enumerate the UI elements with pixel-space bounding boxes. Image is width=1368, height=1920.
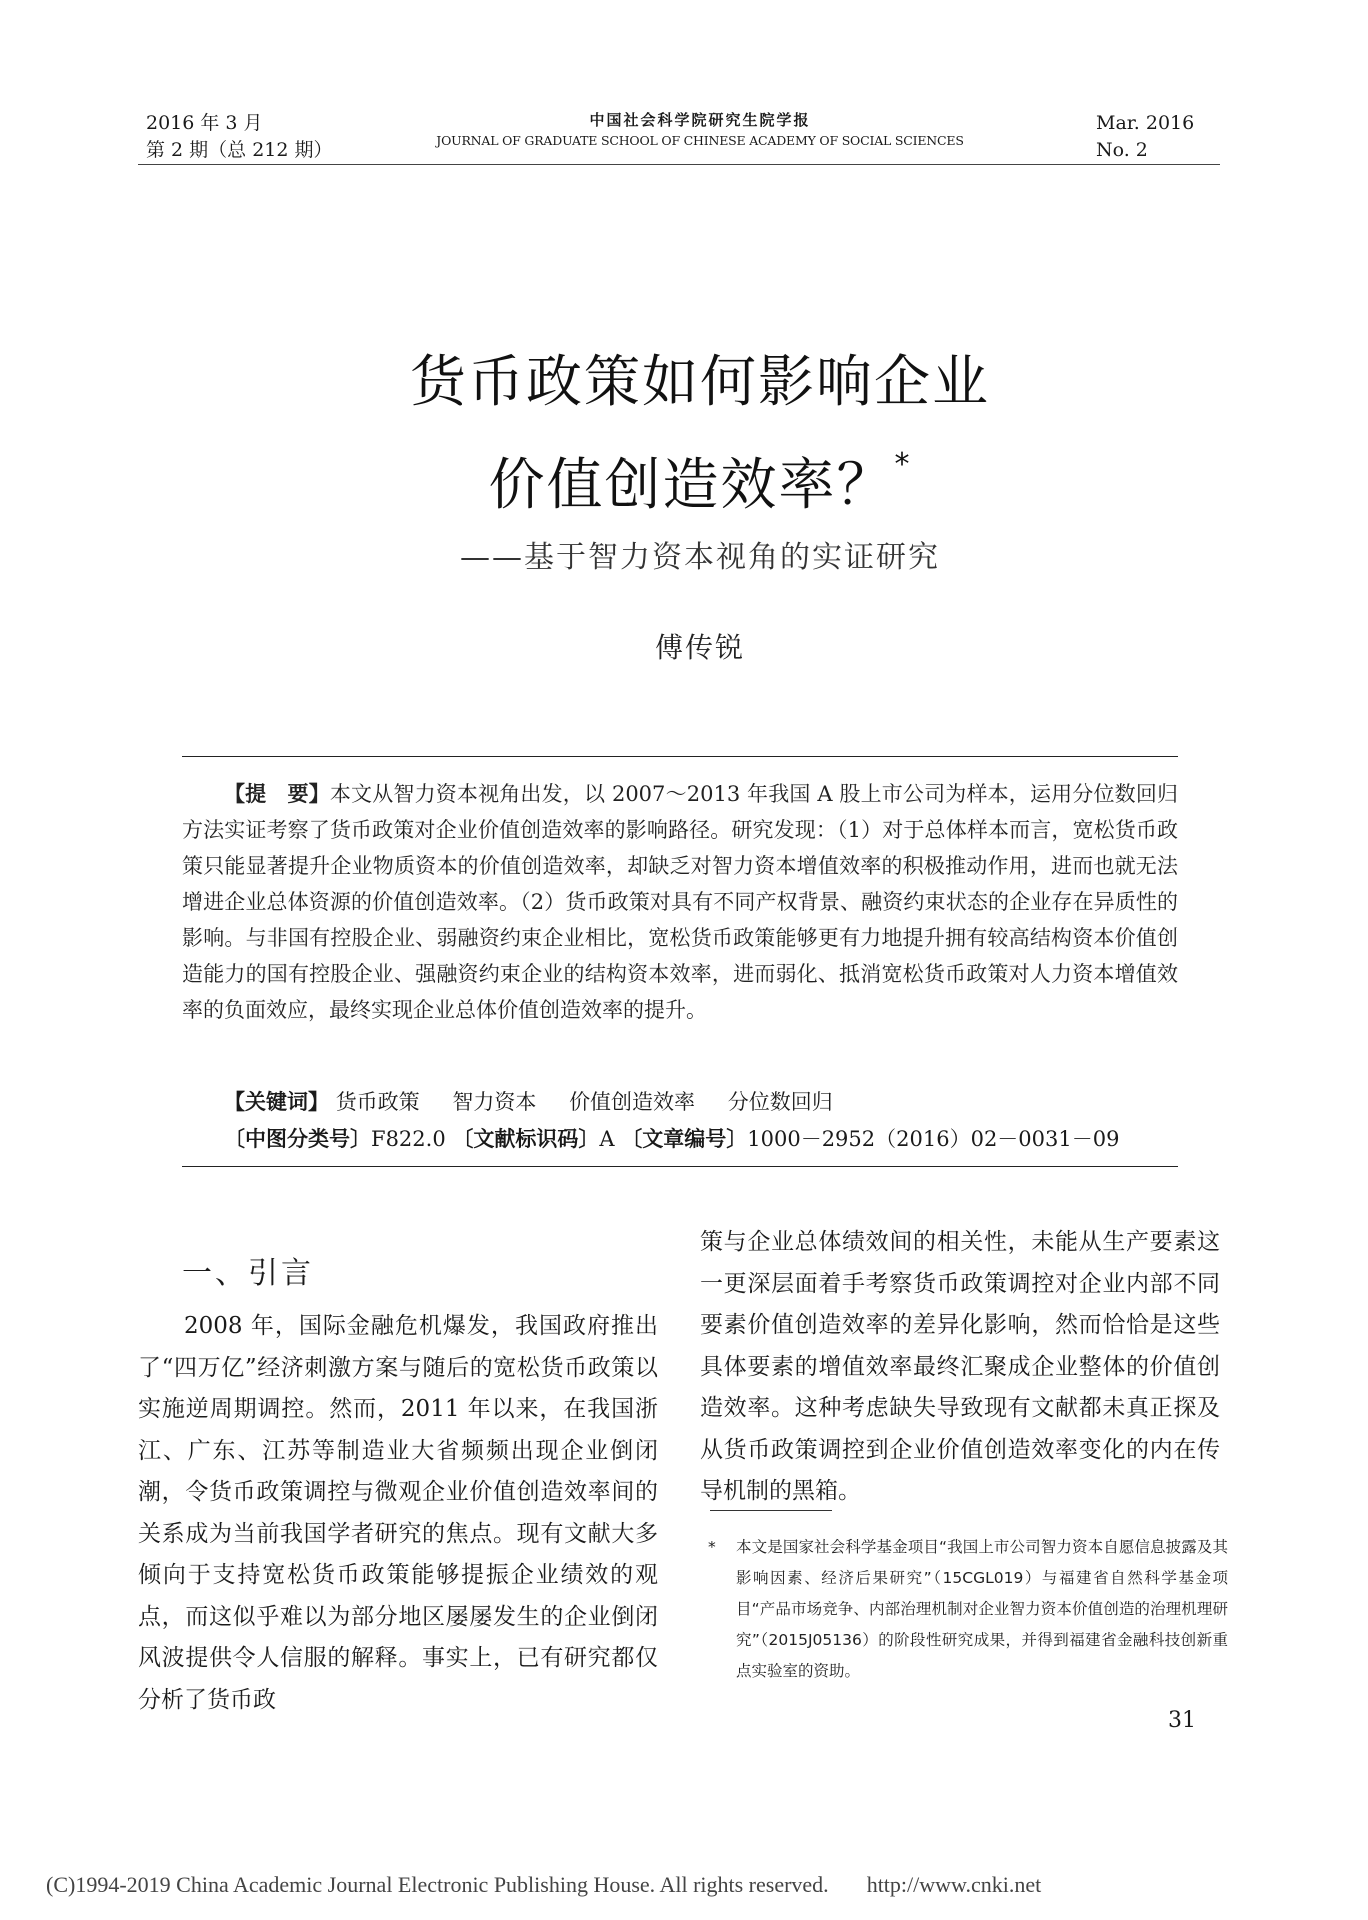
footnote-mark: *	[708, 1538, 716, 1556]
body-left-column	[138, 1306, 658, 1721]
keyword-term: 货币政策	[335, 1090, 420, 1114]
issue-number-en: No. 2	[1096, 139, 1148, 161]
abstract-text: 本文从智力资本视角出发，以 2007～2013 年我国 A 股上市公司为样本，运用分位数回归方法实证考察了货币政策对企业价值创造效率的影响路径。研究发现：（1）对于总体样本而言，宽松货币政策只能显著提升企业物质资本的价值创造效率，却缺乏对智力资本增值效率的积极推动作用，进而也就无法增进企业总体资源的价值创造效率。（2）货币政策对具有不同产权背景、融资约束状态的企业存在异质性的影响。与非国有控股企业、弱融资约束企业相比，宽松货币政策能够更有力地提升拥有较高结构资本价值创造能力的国有控股企业、强融资约束企业的结构资本效率，进而弱化、抵消宽松货币政策对人力资本增值效率的负面效应，最终实现企业总体价值创造效率的提升。	[182, 782, 1178, 1022]
journal-name-block	[380, 110, 1020, 152]
abstract	[182, 776, 1178, 1028]
footnote	[708, 1532, 1228, 1687]
abstract-top-rule	[182, 756, 1178, 757]
abstract-bottom-rule	[182, 1166, 1178, 1167]
section-heading: 一、引言	[182, 1256, 314, 1291]
journal-name-cn: 中国社会科学院研究生院学报	[589, 111, 811, 129]
classification-line	[224, 1121, 1119, 1157]
article-author: 傅传锐	[654, 631, 745, 664]
clc-label: 〔中图分类号〕	[224, 1127, 371, 1151]
doc-code-label: 〔文献标识码〕	[452, 1127, 600, 1151]
body-paragraph-continued: 策与企业总体绩效间的相关性，未能从生产要素这一更深层面着手考察货币政策调控对企业内部不同要素价值创造效率的差异化影响，然而恰恰是这些具体要素的增值效率最终汇聚成企业整体的价值创造效率。这种考虑缺失导致现有文献都未真正探及从货币政策调控到企业价值创造效率变化的内在传导机制的黑箱。	[700, 1229, 1220, 1504]
article-title-line1: 货币政策如何影响企业	[410, 350, 990, 415]
footnote-divider	[710, 1510, 832, 1511]
issue-date-block	[146, 110, 333, 164]
doc-code-value: A	[599, 1127, 615, 1151]
copyright-text: (C)1994-2019 China Academic Journal Electronic Publishing House. All rights reserved.	[46, 1872, 829, 1897]
issue-date: 2016 年 3 月	[146, 112, 263, 134]
article-title-line2	[200, 424, 1200, 527]
copyright-footer	[46, 1872, 1041, 1898]
keywords-label: 【关键词】	[224, 1090, 329, 1114]
header-divider	[138, 164, 1220, 165]
body-paragraph: 2008 年，国际金融危机爆发，我国政府推出了“四万亿”经济刺激方案与随后的宽松货币政策以实施逆周期调控。然而，2011 年以来，在我国浙江、广东、江苏等制造业大省频频出现企业倒闭潮，令货币政策调控与微观企业价值创造效率间的关系成为当前我国学者研究的焦点。现有文献大多倾向于支持宽松货币政策能够提振企业绩效的观点，而这似乎难以为部分地区屡屡发生的企业倒闭风波提供令人信服的解释。事实上，已有研究都仅分析了货币政	[138, 1313, 658, 1713]
footer-url[interactable]: http://www.cnki.net	[866, 1872, 1042, 1897]
keywords	[224, 1084, 859, 1120]
issue-date-en-block	[1096, 110, 1206, 164]
keyword-term: 智力资本	[452, 1090, 537, 1114]
body-right-column	[700, 1222, 1220, 1513]
abstract-label: 【提 要】	[224, 782, 330, 806]
issue-date-en: Mar. 2016	[1096, 112, 1195, 134]
keyword-term: 价值创造效率	[569, 1090, 696, 1114]
article-number-label: 〔文章编号〕	[621, 1127, 748, 1151]
article-subtitle: ——基于智力资本视角的实证研究	[460, 540, 940, 575]
clc-value: F822.0	[371, 1127, 446, 1151]
journal-name-en: JOURNAL OF GRADUATE SCHOOL OF CHINESE ACADEMY OF SOCIAL SCIENCES	[436, 133, 964, 148]
issue-number: 第 2 期（总 212 期）	[146, 139, 333, 161]
title-footnote-mark: *	[894, 447, 912, 482]
keyword-term: 分位数回归	[727, 1090, 833, 1114]
article-title-line2-text: 价值创造效率？	[488, 453, 895, 518]
page-number: 31	[1168, 1708, 1196, 1733]
article-number-value: 1000－2952（2016）02－0031－09	[747, 1127, 1120, 1151]
footnote-text: 本文是国家社会科学基金项目“我国上市公司智力资本自愿信息披露及其影响因素、经济后果研究”（15CGL019）与福建省自然科学基金项目“产品市场竞争、内部治理机制对企业智力资本价值创造的治理机理研究”（2015J05136）的阶段性研究成果，并得到福建省金融科技创新重点实验室的资助。	[736, 1538, 1228, 1680]
